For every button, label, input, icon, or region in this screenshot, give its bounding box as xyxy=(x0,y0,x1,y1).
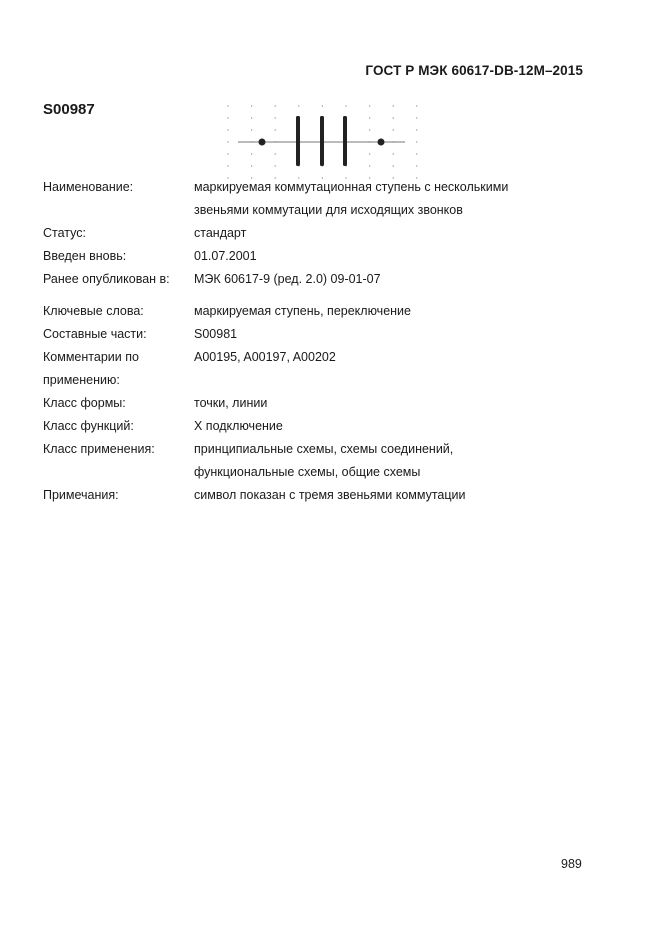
field-label: Составные части: xyxy=(43,327,147,341)
field-label: Примечания: xyxy=(43,488,119,502)
field-notes xyxy=(43,486,603,509)
field-label: Класс функций: xyxy=(43,419,134,433)
field-value: маркируемая ступень, переключение xyxy=(194,304,411,318)
symbol-code: S00987 xyxy=(43,101,95,118)
field-value: МЭК 60617-9 (ред. 2.0) 09-01-07 xyxy=(194,272,381,286)
attribute-table xyxy=(43,178,603,509)
field-keywords xyxy=(43,302,603,325)
field-value: S00981 xyxy=(194,327,238,341)
field-label: Введен вновь: xyxy=(43,249,127,263)
field-shape-class xyxy=(43,394,603,417)
field-value: принципиальные схемы, схемы соединений, xyxy=(194,442,454,456)
field-value: звеньями коммутации для исходящих звонков xyxy=(194,203,463,217)
grid-dots xyxy=(227,105,417,178)
field-name xyxy=(43,178,603,224)
field-application-comments xyxy=(43,348,603,394)
field-previously-published xyxy=(43,270,603,293)
field-value: маркируемая коммутационная ступень с несколькими xyxy=(194,180,509,194)
field-introduced xyxy=(43,247,603,270)
field-value: 01.07.2001 xyxy=(194,249,257,263)
field-value: символ показан с тремя звеньями коммутации xyxy=(194,488,466,502)
field-application-class xyxy=(43,440,603,486)
field-value: точки, линии xyxy=(194,396,268,410)
page-number: 989 xyxy=(561,857,582,871)
field-label: Класс формы: xyxy=(43,396,126,410)
field-label: Наименование: xyxy=(43,180,134,194)
document-header: ГОСТ Р МЭК 60617-DB-12M–2015 xyxy=(365,63,583,78)
field-value: функциональные схемы, общие схемы xyxy=(194,465,421,479)
field-function-class xyxy=(43,417,603,440)
field-label: Ключевые слова: xyxy=(43,304,144,318)
field-value: стандарт xyxy=(194,226,247,240)
field-label: Ранее опубликован в: xyxy=(43,272,170,286)
field-label: Класс применения: xyxy=(43,442,155,456)
field-label: применению: xyxy=(43,373,120,387)
field-label: Комментарии по xyxy=(43,350,139,364)
switching-stage-symbol-icon xyxy=(0,0,661,200)
field-value: X подключение xyxy=(194,419,283,433)
field-components xyxy=(43,325,603,348)
field-value: A00195, A00197, A00202 xyxy=(194,350,336,364)
field-status xyxy=(43,224,603,247)
field-label: Статус: xyxy=(43,226,86,240)
